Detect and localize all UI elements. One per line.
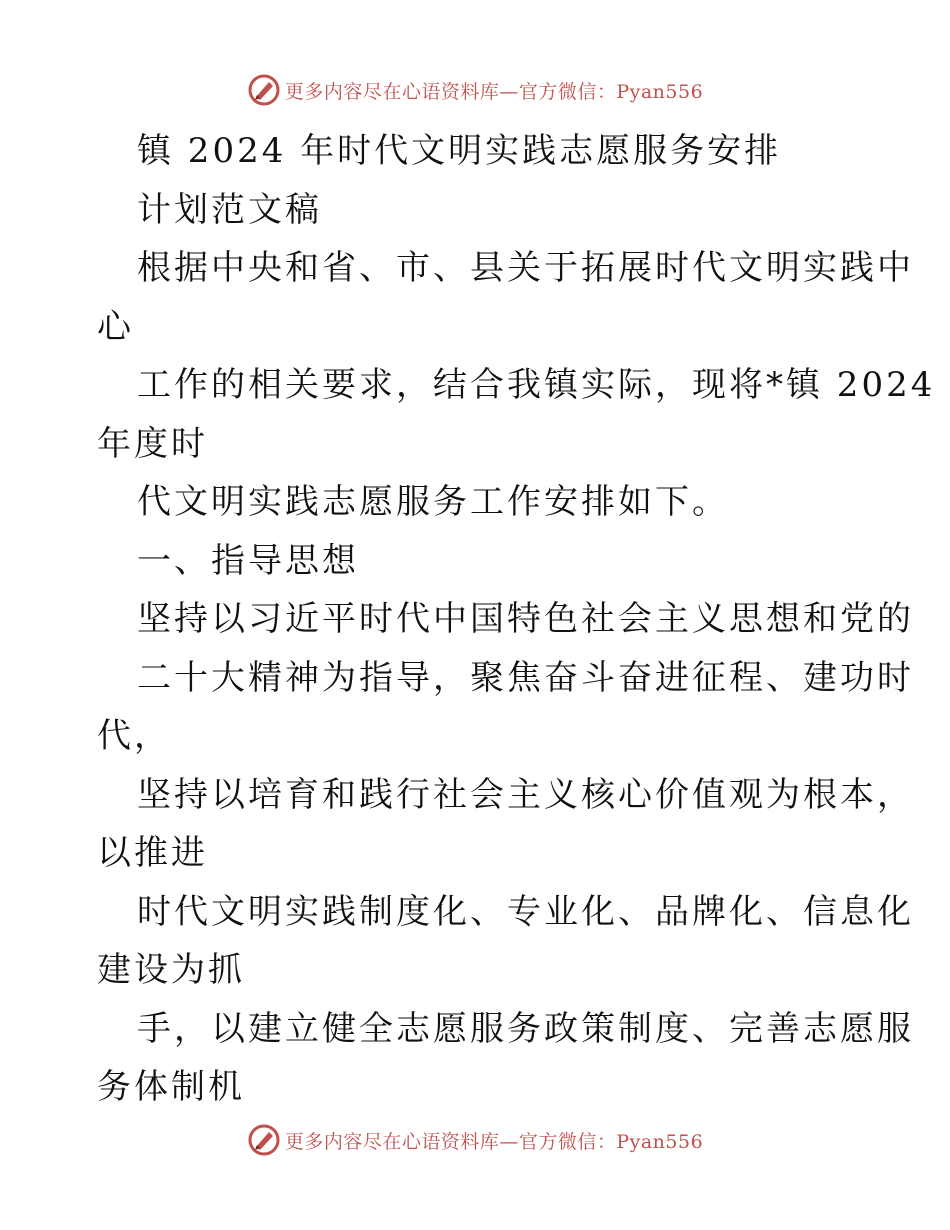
text-line: 务体制机 [97, 1067, 245, 1107]
text-line: 计划范文稿 [137, 189, 322, 230]
pen-logo-icon [247, 73, 281, 107]
text-line: 以推进 [97, 833, 208, 873]
header-watermark [0, 70, 950, 110]
text-line: 二十大精神为指导，聚焦奋斗奋进征程、建功时 [137, 657, 914, 698]
footer-watermark [0, 1120, 950, 1160]
document-body [97, 122, 936, 1117]
text-line: 代文明实践志愿服务工作安排如下。 [137, 482, 729, 522]
text-line: 手，以建立健全志愿服务政策制度、完善志愿服 [137, 1008, 914, 1049]
text-line: 坚持以培育和践行社会主义核心价值观为根本， [137, 774, 914, 815]
text-line: 代， [97, 716, 171, 756]
text-line: 一、指导思想 [137, 540, 359, 581]
text-line: 建设为抓 [97, 950, 245, 990]
text-line: 镇 2024 年时代文明实践志愿服务安排 [137, 131, 782, 171]
text-line: 年度时 [97, 423, 208, 464]
watermark-text: 更多内容尽在心语资料库—官方微信：Pyan556 [284, 1130, 704, 1153]
text-line: 心 [97, 306, 134, 347]
text-line: 根据中央和省、市、县关于拓展时代文明实践中 [137, 248, 914, 288]
watermark-text: 更多内容尽在心语资料库—官方微信：Pyan556 [284, 80, 704, 103]
text-line: 时代文明实践制度化、专业化、品牌化、信息化 [137, 891, 914, 932]
text-line: 坚持以习近平时代中国特色社会主义思想和党的 [137, 599, 914, 639]
pen-logo-icon [247, 1123, 281, 1157]
text-line: 工作的相关要求，结合我镇实际，现将*镇 2024 [137, 365, 936, 405]
